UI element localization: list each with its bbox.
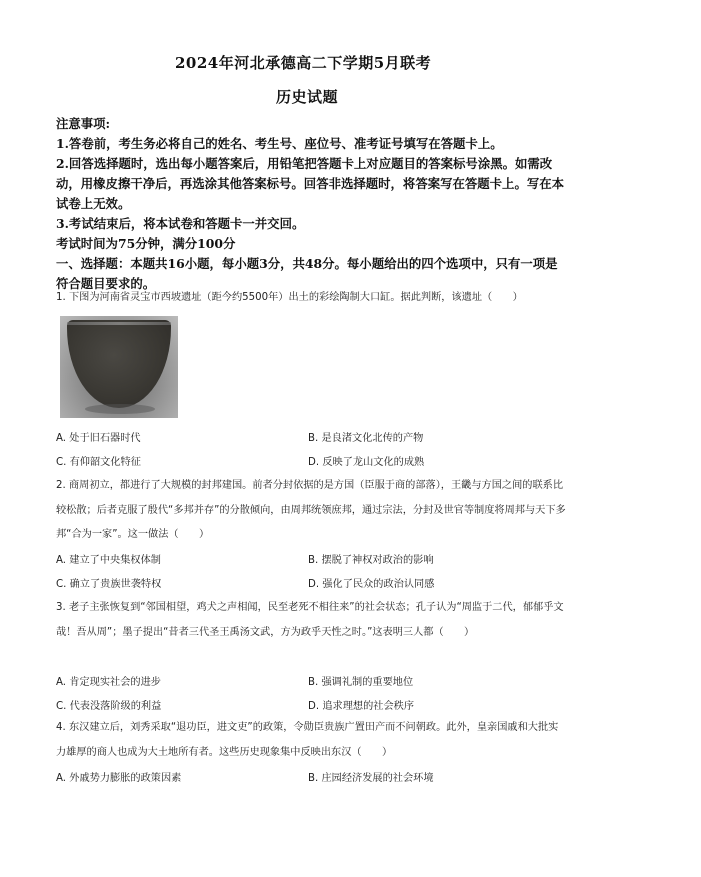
- document-title: 2024年河北承德高二下学期5月联考: [175, 54, 432, 72]
- instruction-item-3: 3.考试结束后，将本试卷和答题卡一并交回。: [56, 216, 305, 231]
- q2-option-b: B. 摆脱了神权对政治的影响: [308, 554, 434, 566]
- question-1-stem: 1. 下图为河南省灵宝市西坡遗址（距今约5500年）出土的彩绘陶制大口缸。据此判断，该遗址（ ）: [56, 292, 523, 303]
- question-1-options: [56, 424, 566, 472]
- vat-shadow: [85, 404, 155, 414]
- question-2-options: [56, 546, 566, 594]
- q1-option-a: A. 处于旧石器时代: [56, 432, 141, 444]
- instructions-heading: 注意事项:: [56, 116, 111, 131]
- q2-option-c: C. 确立了贵族世袭特权: [56, 578, 162, 590]
- time-note: 考试时间为75分钟，满分100分: [56, 236, 236, 251]
- q1-option-b: B. 是良渚文化北传的产物: [308, 432, 424, 444]
- q4-option-b: B. 庄园经济发展的社会环境: [308, 772, 434, 784]
- q4-option-a: A. 外戚势力膨胀的政策因素: [56, 772, 182, 784]
- question-4-options: [56, 764, 566, 788]
- vat-rim: [67, 322, 171, 325]
- question-3-options: [56, 668, 566, 716]
- document-subtitle: 历史试题: [276, 88, 339, 106]
- q2-option-d: D. 强化了民众的政治认同感: [308, 578, 435, 590]
- q1-option-c: C. 有仰韶文化特征: [56, 456, 141, 468]
- vat-body: [67, 320, 171, 408]
- q3-option-c: C. 代表没落阶级的利益: [56, 700, 162, 712]
- question-3-stem: 3. 老子主张恢复到“邻国相望，鸡犬之声相闻，民至老死不相往来”的社会状态；孔子认为“周监于二代，郁郁乎文哉！吾从周”；墨子提出“昔者三代圣王禹汤文武，方为政乎天性之时。”这表明三人都（ ）: [56, 602, 564, 638]
- q3-option-b: B. 强调礼制的重要地位: [308, 676, 414, 688]
- instruction-item-2: 2.回答选择题时，选出每小题答案后，用铅笔把答题卡上对应题目的答案标号涂黑。如需改动，用橡皮擦干净后，再选涂其他答案标号。回答非选择题时，将答案写在答题卡上。写在本试卷上无效。: [56, 156, 565, 211]
- q1-option-d: D. 反映了龙山文化的成熟: [308, 456, 425, 468]
- q2-option-a: A. 建立了中央集权体制: [56, 554, 161, 566]
- pottery-vat-image: [60, 316, 178, 418]
- q3-option-d: D. 追求理想的社会秩序: [308, 700, 415, 712]
- question-2-stem: 2. 商周初立，都进行了大规模的封邦建国。前者分封依据的是方国（臣服于商的部落），王畿与方国之间的联系比较松散；后者克服了殷代“多邦并存”的分散倾向，由周邦统领庶邦，通过宗法，分封及世官等制度将周邦与天下多邦“合为一家”。这一做法（ ）: [56, 480, 566, 540]
- instruction-item-1: 1.答卷前，考生务必将自己的姓名、考生号、座位号、准考证号填写在答题卡上。: [56, 136, 503, 151]
- instructions-block: [56, 114, 566, 294]
- question-4-stem: 4. 东汉建立后，刘秀采取“退功臣，进文吏”的政策，令勋臣贵族广置田产而不问朝政。此外，皇亲国戚和大批实力雄厚的商人也成为大土地所有者。这些历史现象集中反映出东汉（ ）: [56, 722, 559, 758]
- q3-option-a: A. 肯定现实社会的进步: [56, 676, 161, 688]
- section-header: 一、选择题：本题共16小题，每小题3分，共48分。每小题给出的四个选项中，只有一项是符合题目要求的。: [56, 256, 558, 291]
